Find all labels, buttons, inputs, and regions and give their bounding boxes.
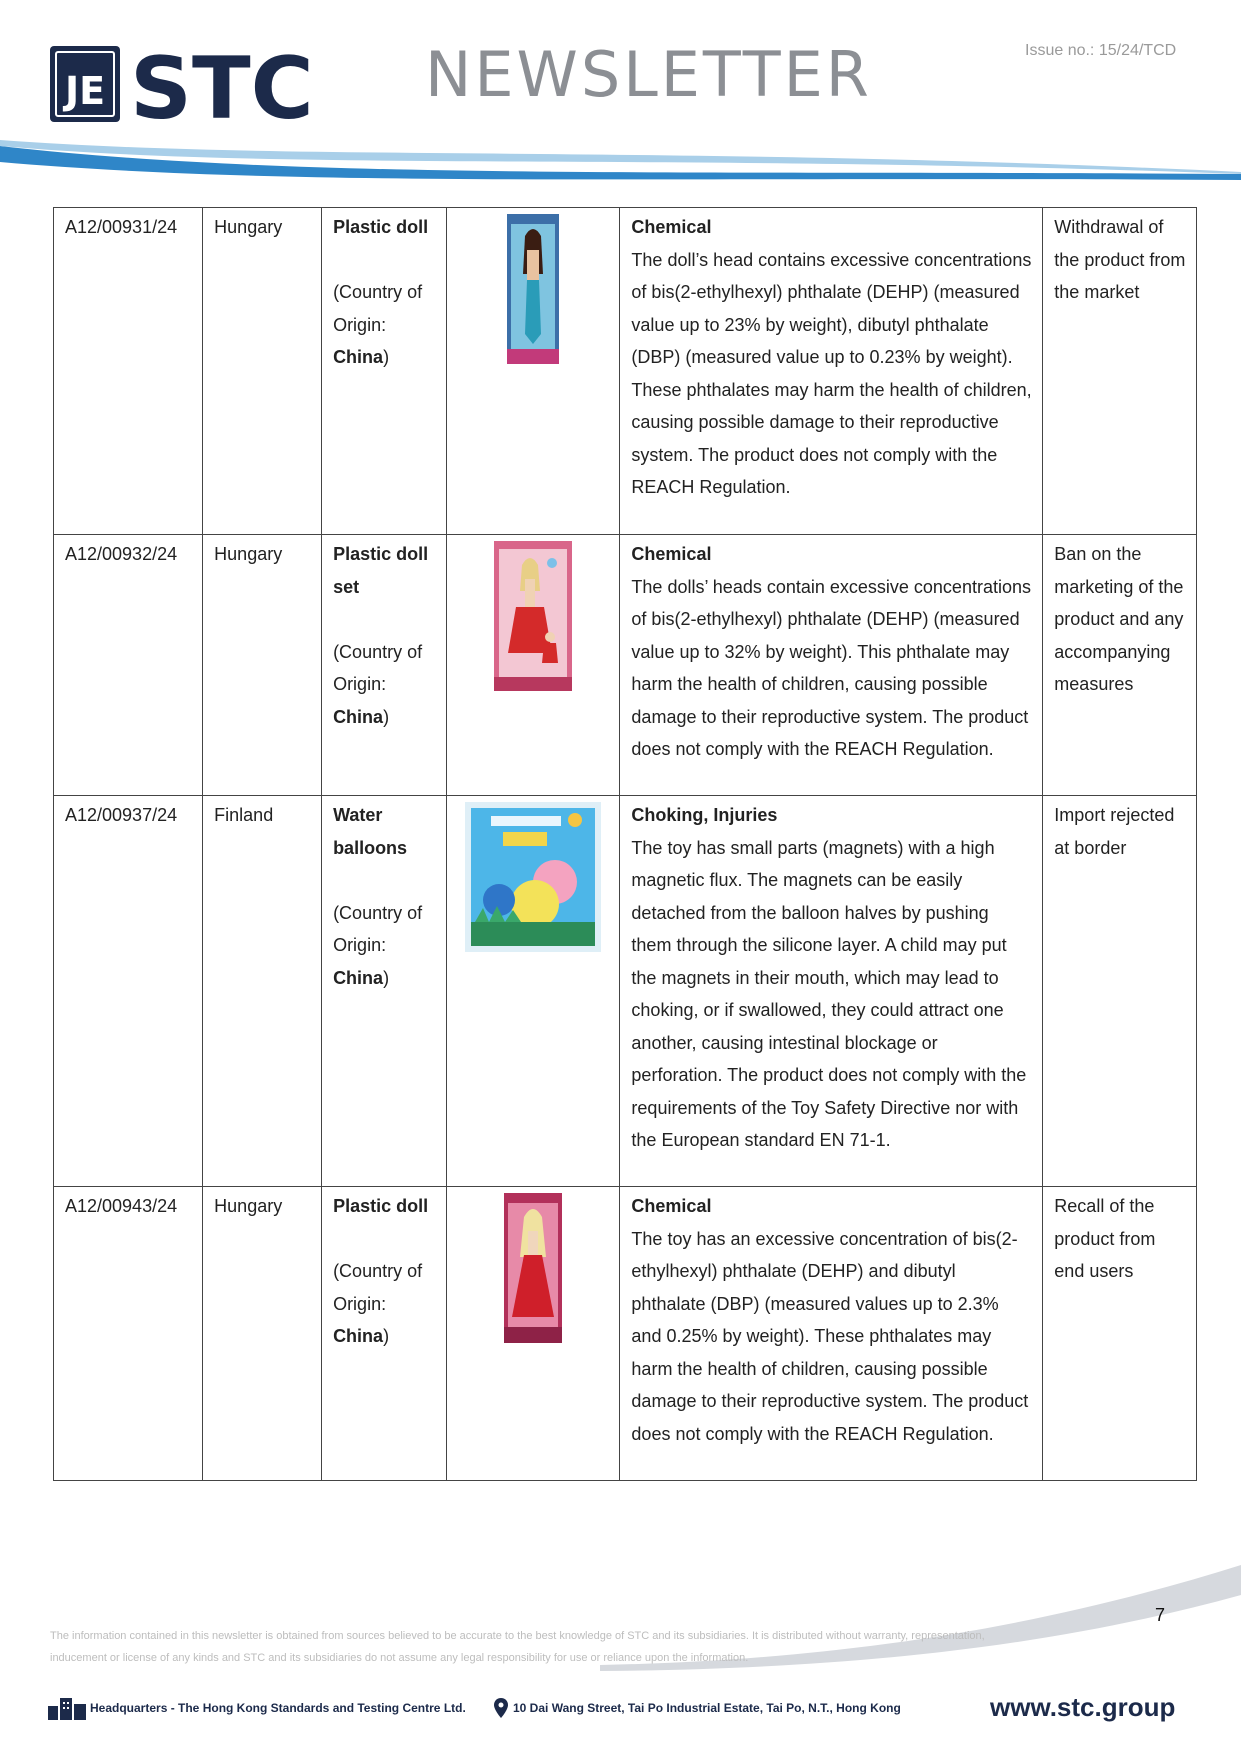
headquarters-text: Headquarters - The Hong Kong Standards and Testing Centre Ltd. xyxy=(90,1701,466,1715)
ref-cell: A12/00943/24 xyxy=(54,1187,203,1481)
stc-logo xyxy=(50,44,350,126)
origin-country: China xyxy=(333,347,384,367)
measure-cell: Recall of the product from end users xyxy=(1043,1187,1197,1481)
risk-description: The toy has small parts (magnets) with a high magnetic flux. The magnets can be easily detached from the balloon halves by pushing them through the silicone layer. A child may put the magnets in their mouth, which may lead to choking, or if swallowed, they could attract one another, causing intestinal blockage or perforation. The product does not comply with the requirements of the Toy Safety Directive nor with the European standard EN 71-1. xyxy=(631,837,1027,1150)
product-name: Water xyxy=(333,805,383,825)
table-row xyxy=(54,208,1197,535)
origin-label: (Country of Origin: xyxy=(333,641,423,694)
website-link[interactable]: www.stc.group xyxy=(990,1692,1176,1722)
product-name-line2: set xyxy=(333,576,360,597)
risk-type: Choking, Injuries xyxy=(631,805,778,825)
measure-cell: Ban on the marketing of the product and any accompanying measures xyxy=(1043,535,1197,796)
location-pin-icon xyxy=(494,1698,508,1718)
product-cell xyxy=(322,796,447,1187)
country-cell: Hungary xyxy=(203,1187,322,1481)
recall-table xyxy=(53,207,1197,1481)
origin-label: (Country of Origin: xyxy=(333,282,423,335)
table-row xyxy=(54,1187,1197,1481)
ref-cell: A12/00932/24 xyxy=(54,535,203,796)
origin-label: (Country of Origin: xyxy=(333,1261,423,1314)
image-cell xyxy=(446,796,620,1187)
table-row xyxy=(54,535,1197,796)
doll-red-dress-box-image xyxy=(504,1193,562,1343)
origin-country: China xyxy=(333,1326,384,1346)
image-cell xyxy=(446,208,620,535)
description-cell xyxy=(620,535,1043,796)
origin-label: (Country of Origin: xyxy=(333,902,423,955)
page-number: 7 xyxy=(1155,1605,1166,1625)
image-cell xyxy=(446,1187,620,1481)
address-text: 10 Dai Wang Street, Tai Po Industrial Estate, Tai Po, N.T., Hong Kong xyxy=(513,1701,901,1715)
doll-box-image xyxy=(507,214,559,364)
risk-description: The dolls’ heads contain excessive concentrations of bis(2-ethylhexyl) phthalate (DEHP) (measured value up to 32% by weight). This phthalate may harm the health of children, causing possible damage to their reproductive system. The product does not comply with the REACH Regulation. xyxy=(631,576,1031,759)
header-swoosh xyxy=(0,140,1241,200)
description-cell xyxy=(620,1187,1043,1481)
ref-cell: A12/00937/24 xyxy=(54,796,203,1187)
logo-mark: JE xyxy=(64,69,106,113)
product-name: Plastic doll xyxy=(333,217,429,237)
origin-country: China xyxy=(333,706,384,727)
risk-type: Chemical xyxy=(631,217,712,237)
risk-type: Chemical xyxy=(631,1196,712,1216)
risk-description: The toy has an excessive concentration of bis(2-ethylhexyl) phthalate (DEHP) and dibutyl phthalate (DBP) (measured values up to 2.3% and 0.25% by weight). These phthalates may harm the health of children, causing possible damage to their reproductive system. The product does not comply with the REACH Regulation. xyxy=(631,1228,1029,1444)
product-cell xyxy=(322,208,447,535)
risk-description: The doll’s head contains excessive concentrations of bis(2-ethylhexyl) phthalate (DEHP) (measured value up to 23% by weight), dibutyl phthalate (DBP) (measured value up to 0.23% by weight). These phthalates may harm the health of children, causing possible damage to their reproductive system. The product does not comply with the REACH Regulation. xyxy=(631,249,1032,497)
image-cell xyxy=(446,535,620,796)
origin-close: ) xyxy=(383,706,390,727)
water-balloons-package-image xyxy=(465,802,601,952)
origin-close: ) xyxy=(383,1326,390,1346)
logo-text: STC xyxy=(130,44,314,126)
measure-cell: Withdrawal of the product from the market xyxy=(1043,208,1197,535)
measure-cell: Import rejected at border xyxy=(1043,796,1197,1187)
origin-country: China xyxy=(333,967,384,988)
disclaimer-text: The information contained in this newsletter is obtained from sources believed to be accurate to the best knowledge of STC and its subsidiaries. It is distributed without warranty, representation, inducement or license of any kinds and STC and its subsidiaries do not assume any legal responsibility for use or reliance upon the information. xyxy=(50,1630,985,1664)
risk-type: Chemical xyxy=(631,544,712,564)
ref-cell: A12/00931/24 xyxy=(54,208,203,535)
issue-number: Issue no.: 15/24/TCD xyxy=(1025,42,1177,59)
product-name-line2: balloons xyxy=(333,837,408,858)
product-name: Plastic doll xyxy=(333,544,429,564)
country-cell: Finland xyxy=(203,796,322,1187)
origin-close: ) xyxy=(383,967,390,988)
product-cell xyxy=(322,535,447,796)
newsletter-title: NEWSLETTER xyxy=(425,38,872,111)
product-cell xyxy=(322,1187,447,1481)
description-cell xyxy=(620,208,1043,535)
product-name: Plastic doll xyxy=(333,1196,429,1216)
building-icon xyxy=(48,1696,86,1720)
origin-close: ) xyxy=(383,347,390,367)
country-cell: Hungary xyxy=(203,208,322,535)
table-row xyxy=(54,796,1197,1187)
footer-bar xyxy=(48,1692,1198,1726)
doll-set-box-image xyxy=(494,541,572,691)
description-cell xyxy=(620,796,1043,1187)
country-cell: Hungary xyxy=(203,535,322,796)
